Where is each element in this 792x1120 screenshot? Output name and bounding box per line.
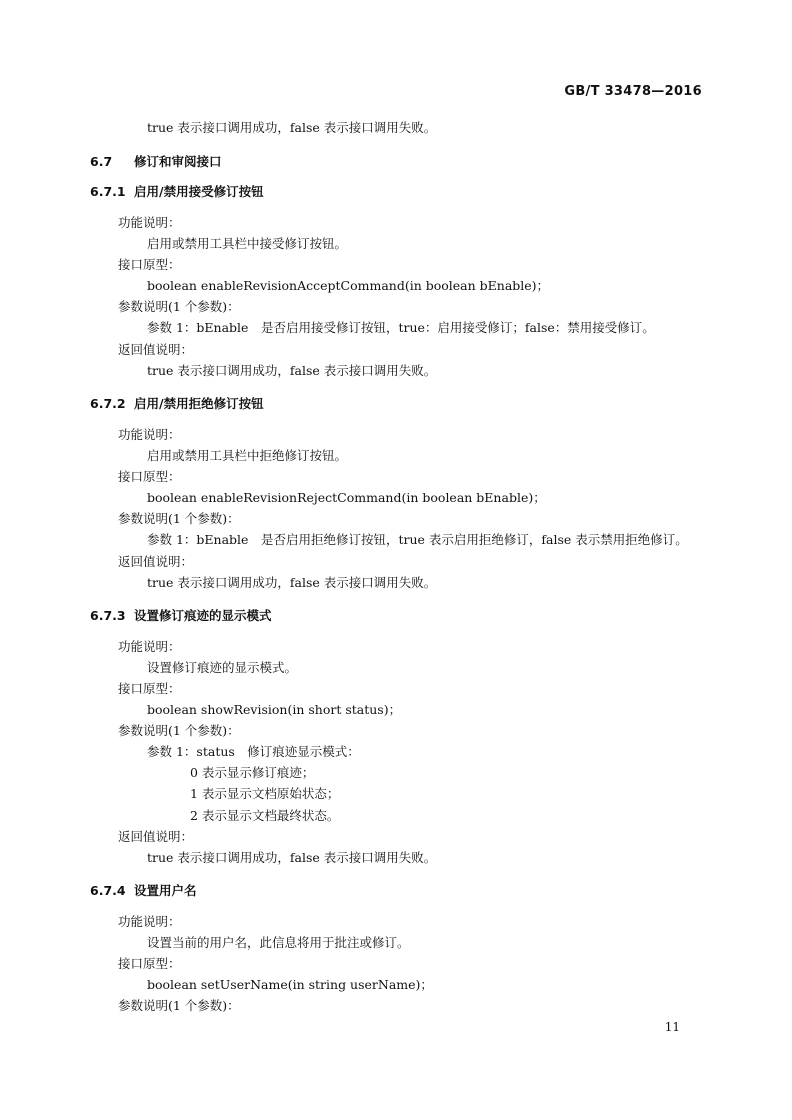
prototype-label: 接口原型：	[118, 257, 181, 272]
prototype-code: boolean enableRevisionAcceptCommand(in boolean bEnable)；	[147, 278, 550, 293]
parameter-description: 参数 1：bEnable 是否启用拒绝修订按钮，true 表示启用拒绝修订，false 表示禁用拒绝修订。	[147, 532, 688, 547]
prototype-code: boolean setUserName(in string userName)；	[147, 977, 433, 992]
subsection-heading	[90, 184, 264, 200]
return-description: true 表示接口调用成功，false 表示接口调用失败。	[147, 120, 437, 135]
parameter-label: 参数说明(1 个参数)：	[118, 511, 240, 526]
return-label: 返回值说明：	[118, 554, 194, 569]
parameter-description: 参数 1：status 修订痕迹显示模式：	[147, 744, 360, 759]
prototype-label: 接口原型：	[118, 681, 181, 696]
return-description: true 表示接口调用成功，false 表示接口调用失败。	[147, 363, 437, 378]
section-heading	[90, 154, 222, 170]
function-description: 设置当前的用户名，此信息将用于批注或修订。	[147, 935, 410, 950]
section-number: 6.7.1	[90, 184, 126, 199]
option-item: 1 表示显示文档原始状态；	[190, 786, 340, 801]
function-description: 启用或禁用工具栏中接受修订按钮。	[147, 236, 348, 251]
parameter-label: 参数说明(1 个参数)：	[118, 299, 240, 314]
section-number: 6.7.4	[90, 883, 126, 898]
function-label: 功能说明：	[118, 427, 181, 442]
prototype-label: 接口原型：	[118, 469, 181, 484]
section-title: 启用/禁用拒绝修订按钮	[134, 396, 264, 411]
section-title: 设置用户名	[134, 883, 197, 898]
section-number: 6.7	[90, 154, 113, 169]
section-title: 设置修订痕迹的显示模式	[134, 608, 272, 623]
subsection-heading	[90, 396, 264, 412]
section-number: 6.7.3	[90, 608, 126, 623]
page-number: 11	[664, 1020, 680, 1034]
option-item: 2 表示显示文档最终状态。	[190, 808, 340, 823]
section-title: 启用/禁用接受修订按钮	[134, 184, 264, 199]
return-description: true 表示接口调用成功，false 表示接口调用失败。	[147, 575, 437, 590]
standard-code: GB/T 33478—2016	[564, 84, 702, 99]
parameter-label: 参数说明(1 个参数)：	[118, 998, 240, 1013]
option-item: 0 表示显示修订痕迹；	[190, 765, 315, 780]
prototype-code: boolean showRevision(in short status)；	[147, 702, 402, 717]
function-description: 启用或禁用工具栏中拒绝修订按钮。	[147, 448, 348, 463]
section-number: 6.7.2	[90, 396, 126, 411]
function-label: 功能说明：	[118, 639, 181, 654]
section-title: 修订和审阅接口	[134, 154, 222, 169]
function-label: 功能说明：	[118, 914, 181, 929]
subsection-heading	[90, 883, 197, 899]
function-description: 设置修订痕迹的显示模式。	[147, 660, 298, 675]
function-label: 功能说明：	[118, 215, 181, 230]
prototype-code: boolean enableRevisionRejectCommand(in boolean bEnable)；	[147, 490, 546, 505]
return-label: 返回值说明：	[118, 829, 194, 844]
parameter-label: 参数说明(1 个参数)：	[118, 723, 240, 738]
return-description: true 表示接口调用成功，false 表示接口调用失败。	[147, 850, 437, 865]
prototype-label: 接口原型：	[118, 956, 181, 971]
subsection-heading	[90, 608, 272, 624]
return-label: 返回值说明：	[118, 342, 194, 357]
parameter-description: 参数 1：bEnable 是否启用接受修订按钮，true：启用接受修订；false：禁用接受修订。	[147, 320, 655, 335]
